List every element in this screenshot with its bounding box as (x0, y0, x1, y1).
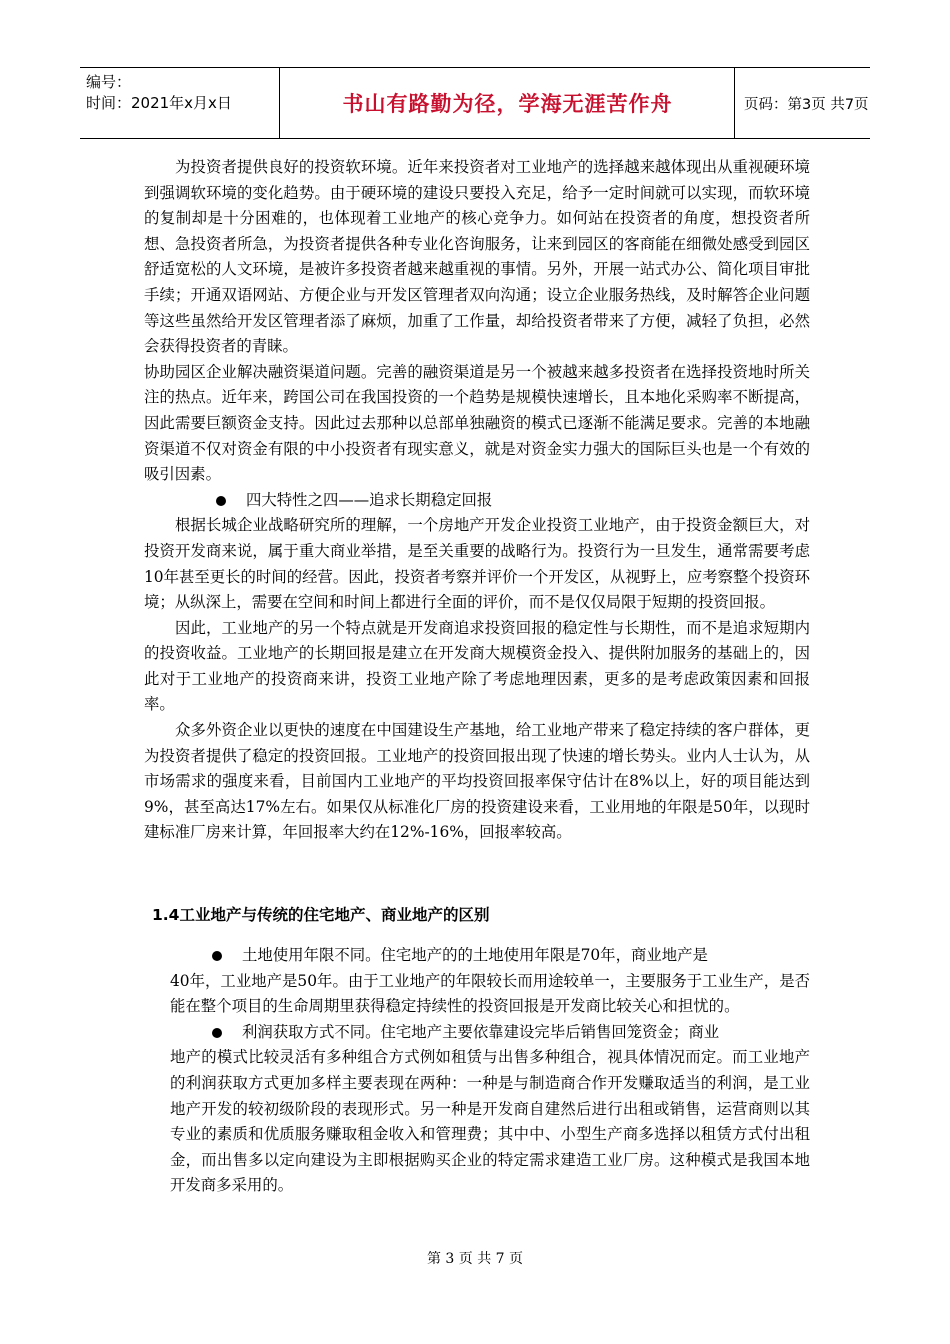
header-table (80, 67, 870, 139)
section-body (170, 943, 810, 1199)
paragraph: 为投资者提供良好的投资软环境。近年来投资者对工业地产的选择越来越体现出从重视硬环境到强调软环境的变化趋势。由于硬环境的建设只要投入充足，给予一定时间就可以实现，而软环境的复制却是十分困难的，也体现着工业地产的核心竞争力。如何站在投资者的角度，想投资者所想、急投资者所急，为投资者提供各种专业化咨询服务，让来到园区的客商能在细微处感受到园区舒适宽松的人文环境，是被许多投资者越来越重视的事情。另外，开展一站式办公、简化项目审批手续；开通双语网站、方便企业与开发区管理者双向沟通；设立企业服务热线，及时解答企业问题等这些虽然给开发区管理者添了麻烦，加重了工作量，却给投资者带来了方便，减轻了负担，必然会获得投资者的青睐。 (144, 158, 810, 356)
paragraph: 地产的模式比较灵活有多种组合方式例如租赁与出售多种组合，视具体情况而定。而工业地产的利润获取方式更加多样主要表现在两种：一种是与制造商合作开发赚取适当的利润，是工业地产开发的较初级阶段的表现形式。另一种是开发商自建然后进行出租或销售，运营商则以其专业的素质和优质服务赚取租金收入和管理费；其中中、小型生产商多选择以租赁方式付出租金，而出售多以定向建设为主即根据购买企业的特定需求建造工业厂房。这种模式是我国本地开发商多采用的。 (170, 1048, 810, 1195)
paragraph: 40年，工业地产是50年。由于工业地产的年限较长而用途较单一，主要服务于工业生产，是否能在整个项目的生命周期里获得稳定持续性的投资回报是开发商比较关心和担忧的。 (170, 971, 810, 1016)
bullet-item (170, 1020, 810, 1046)
header-page-info: 页码：第3页 共7页 (744, 96, 869, 113)
page-footer: 第 3 页 共 7 页 (426, 1251, 524, 1267)
bullet-dot-icon (212, 951, 222, 961)
time-label: 时间：2021年x月x日 (86, 94, 232, 112)
bullet-item (170, 943, 810, 969)
header-motto: 书山有路勤为径，学海无涯苦作舟 (281, 68, 735, 138)
main-body (144, 155, 810, 846)
paragraph: 因此，工业地产的另一个特点就是开发商追求投资回报的稳定性与长期性，而不是追求短期内的投资收益。工业地产的长期回报是建立在开发商大规模资金投入、提供附加服务的基础上的，因此对于工业地产的投资商来讲，投资工业地产除了考虑地理因素，更多的是考虑政策因素和回报率。 (144, 618, 810, 714)
number-label: 编号： (86, 73, 132, 91)
bullet-item (144, 488, 810, 514)
paragraph: 根据长城企业战略研究所的理解，一个房地产开发企业投资工业地产，由于投资金额巨大，对投资开发商来说，属于重大商业举措，是至关重要的战略行为。投资行为一旦发生，通常需要考虑10年甚至更长的时间的经营。因此，投资者考察并评价一个开发区，从视野上，应考察整个投资环境；从纵深上，需要在空间和时间上都进行全面的评价，而不是仅仅局限于短期的投资回报。 (144, 516, 810, 612)
header-meta (80, 68, 280, 138)
paragraph: 众多外资企业以更快的速度在中国建设生产基地，给工业地产带来了稳定持续的客户群体，更为投资者提供了稳定的投资回报。工业地产的投资回报出现了快速的增长势头。业内人士认为，从市场需求的强度来看，目前国内工业地产的平均投资回报率保守估计在8%以上，好的项目能达到9%，甚至高达17%左右。如果仅从标准化厂房的投资建设来看，工业用地的年限是50年，以现时建标准厂房来计算，年回报率大约在12%-16%，回报率较高。 (144, 721, 810, 842)
section-title: 1.4工业地产与传统的住宅地产、商业地产的区别 (152, 906, 490, 924)
bullet-text: 土地使用年限不同。住宅地产的的土地使用年限是70年，商业地产是 (242, 946, 708, 964)
bullet-heading: 四大特性之四——追求长期稳定回报 (246, 490, 493, 509)
bullet-dot-icon (216, 496, 226, 506)
bullet-text: 利润获取方式不同。住宅地产主要依靠建设完毕后销售回笼资金；商业 (242, 1022, 720, 1041)
bullet-dot-icon (212, 1028, 222, 1038)
paragraph: 协助园区企业解决融资渠道问题。完善的融资渠道是另一个被越来越多投资者在选择投资地时所关注的热点。近年来，跨国公司在我国投资的一个趋势是规模快速增长，且本地化采购率不断提高，因此需要巨额资金支持。因此过去那种以总部单独融资的模式已逐渐不能满足要求。完善的本地融资渠道不仅对资金有限的中小投资者有现实意义，就是对资金实力强大的国际巨头也是一个有效的吸引因素。 (144, 362, 810, 484)
